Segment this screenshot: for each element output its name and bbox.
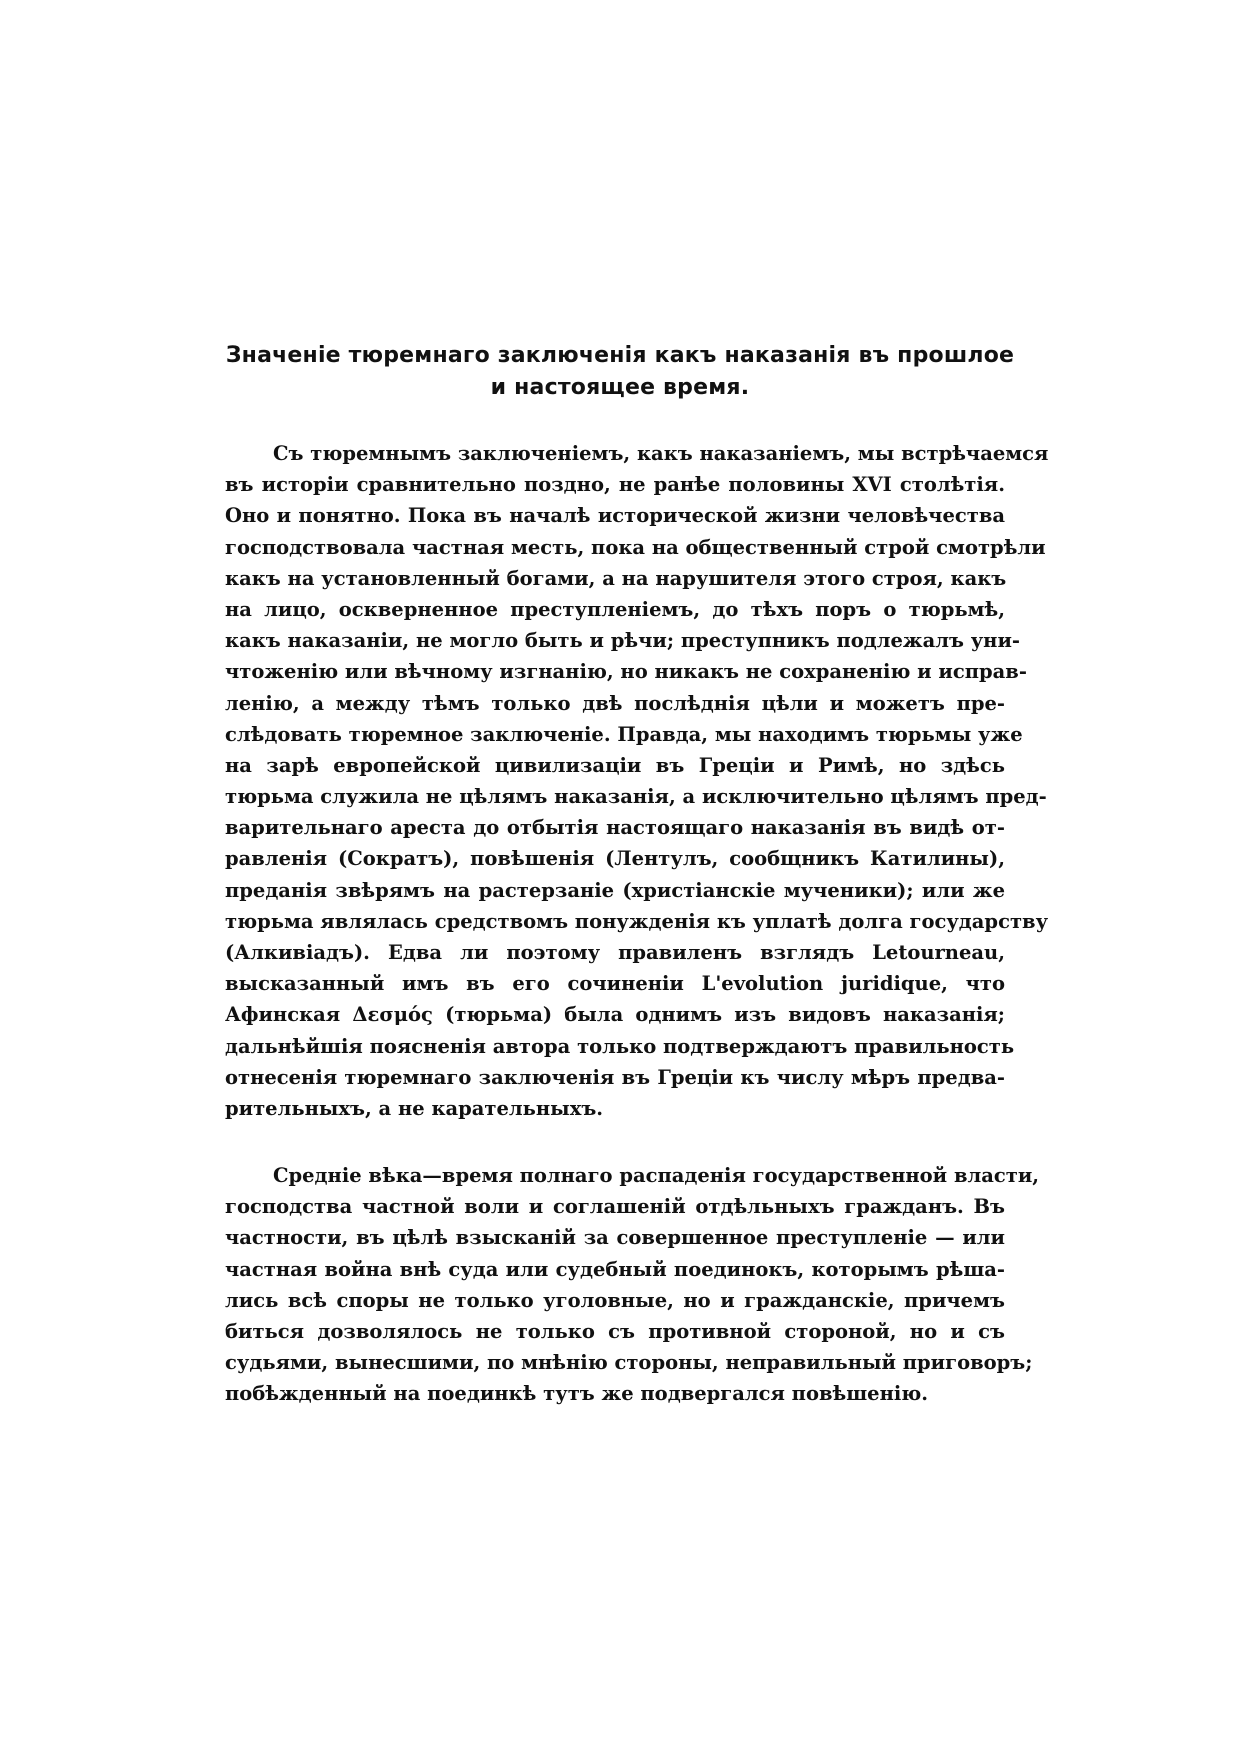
paragraph-2 xyxy=(225,1160,1040,1410)
text-line: дальнѣйшія поясненія автора только подтверждаютъ правильность xyxy=(225,1034,1015,1058)
text-line: слѣдовать тюремное заключеніе. Правда, мы находимъ тюрьмы уже xyxy=(225,722,1023,746)
title-line-2: и настоящее время. xyxy=(490,375,750,400)
text-line: высказанный имъ въ его сочиненіи L'evolution juridique, что xyxy=(225,972,1005,996)
text-line: частная война внѣ суда или судебный поединокъ, которымъ рѣша- xyxy=(225,1257,1005,1281)
text-line: на лицо, оскверненное преступленіемъ, до тѣхъ поръ о тюрьмѣ, xyxy=(225,597,1005,621)
text-line: частности, въ цѣлѣ взысканій за совершенное преступленіе — или xyxy=(225,1226,1005,1250)
text-line: какъ на установленный богами, а на нарушителя этого строя, какъ xyxy=(225,566,1007,590)
text-line: господствовала частная месть, пока на общественный строй смотрѣли xyxy=(225,535,1046,559)
text-line: какъ наказаніи, не могло быть и рѣчи; преступникъ подлежалъ уни- xyxy=(225,629,1021,653)
paragraph-1 xyxy=(225,438,1049,1124)
text-line: господства частной воли и соглашеній отдѣльныхъ гражданъ. Въ xyxy=(225,1195,1005,1219)
title-line-1: Значеніе тюремнаго заключенія какъ наказанія въ прошлое xyxy=(225,343,1015,368)
text-line: чтоженію или вѣчному изгнанію, но никакъ не сохраненію и исправ- xyxy=(225,660,1027,684)
text-line: Средніе вѣка—время полнаго распаденія государственной власти, xyxy=(273,1164,1040,1187)
text-line: равленія (Сократъ), повѣшенія (Лентулъ, сообщникъ Катилины), xyxy=(225,847,1005,871)
page-title xyxy=(210,340,1030,404)
text-line: Афинская Δεσμός (тюрьма) была однимъ изъ видовъ наказанія; xyxy=(225,1003,1005,1027)
text-line: варительнаго ареста до отбытія настоящаго наказанія въ видѣ от- xyxy=(225,816,1005,840)
text-line: въ исторіи сравнительно поздно, не ранѣе половины XVI столѣтія. xyxy=(225,473,1005,497)
text-line: преданія звѣрямъ на растерзаніе (христіанскіе мученики); или же xyxy=(225,878,1005,902)
text-line: отнесенія тюремнаго заключенія въ Греціи къ числу мѣръ предва- xyxy=(225,1065,1005,1089)
text-line: тюрьма являлась средствомъ понужденія къ уплатѣ долга государству xyxy=(225,909,1049,933)
text-line: на зарѣ европейской цивилизаціи въ Греціи и Римѣ, но здѣсь xyxy=(225,753,1005,777)
text-line: ленію, а между тѣмъ только двѣ послѣднія цѣли и можетъ пре- xyxy=(225,691,1005,715)
text-line: биться дозволялось не только съ противной стороной, но и съ xyxy=(225,1319,1005,1343)
text-line: рительныхъ, а не карательныхъ. xyxy=(225,1096,604,1120)
text-line: Оно и понятно. Пока въ началѣ исторической жизни человѣчества xyxy=(225,504,1005,528)
text-line: тюрьма служила не цѣлямъ наказанія, а исключительно цѣлямъ пред- xyxy=(225,785,1047,809)
text-line: (Алкивіадъ). Едва ли поэтому правиленъ взглядъ Letourneau, xyxy=(225,941,1005,964)
text-line: судьями, вынесшими, по мнѣнію стороны, неправильный приговоръ; xyxy=(225,1351,1033,1375)
text-line: побѣжденный на поединкѣ тутъ же подвергался повѣшенію. xyxy=(225,1382,929,1406)
text-line: лись всѣ споры не только уголовные, но и гражданскіе, причемъ xyxy=(225,1288,1005,1312)
text-line: Съ тюремнымъ заключеніемъ, какъ наказаніемъ, мы встрѣчаемся xyxy=(273,442,1049,465)
